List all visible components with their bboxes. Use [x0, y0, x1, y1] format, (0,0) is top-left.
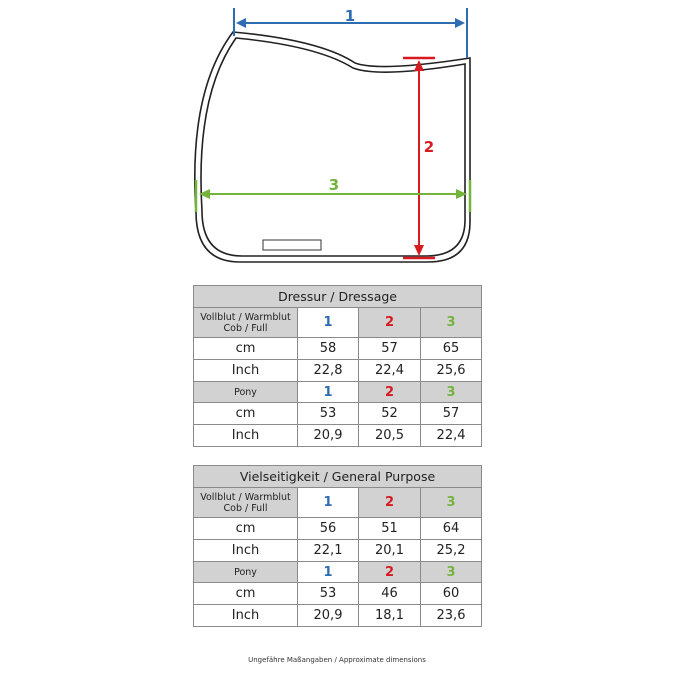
cell-value: 18,1 — [359, 605, 421, 627]
cell-value: 64 — [421, 518, 482, 540]
header-measure-1: 1 — [298, 308, 359, 338]
size-table-general-purpose — [193, 465, 482, 627]
row-unit: Inch — [194, 425, 298, 447]
header-measure-2: 2 — [359, 308, 421, 338]
pad-logo-patch — [263, 240, 321, 250]
cell-value: 25,6 — [421, 360, 482, 382]
size-table-dressage — [193, 285, 482, 447]
cell-value: 20,9 — [298, 605, 359, 627]
row-unit: cm — [194, 518, 298, 540]
header-measure-1: 1 — [298, 488, 359, 518]
row-unit: cm — [194, 403, 298, 425]
measure-1-arrow-right — [455, 18, 465, 28]
cell-value: 22,8 — [298, 360, 359, 382]
cell-value: 23,6 — [421, 605, 482, 627]
header-measure-2: 2 — [359, 562, 421, 583]
measure-2-label: 2 — [423, 138, 435, 156]
cell-value: 65 — [421, 338, 482, 360]
cell-value: 52 — [359, 403, 421, 425]
cell-value: 58 — [298, 338, 359, 360]
table-title: Vielseitigkeit / General Purpose — [194, 466, 482, 488]
header-measure-3: 3 — [421, 562, 482, 583]
header-measure-1: 1 — [298, 562, 359, 583]
row-unit: Inch — [194, 605, 298, 627]
cell-value: 22,4 — [359, 360, 421, 382]
header-measure-3: 3 — [421, 308, 482, 338]
footnote: Ungefähre Maßangaben / Approximate dimensions — [248, 656, 426, 664]
cell-value: 53 — [298, 583, 359, 605]
cell-value: 22,4 — [421, 425, 482, 447]
row-unit: cm — [194, 338, 298, 360]
cell-value: 20,9 — [298, 425, 359, 447]
header-measure-3: 3 — [421, 382, 482, 403]
cell-value: 53 — [298, 403, 359, 425]
cell-value: 56 — [298, 518, 359, 540]
measure-3-label: 3 — [328, 176, 340, 194]
group-label-pony: Pony — [194, 382, 298, 403]
measure-1-label: 1 — [344, 7, 356, 25]
measure-1-arrow-left — [236, 18, 246, 28]
saddle-pad-diagram — [0, 0, 674, 280]
group-label-horse: Vollblut / Warmblut Cob / Full — [194, 308, 298, 338]
cell-value: 25,2 — [421, 540, 482, 562]
cell-value: 46 — [359, 583, 421, 605]
header-measure-1: 1 — [298, 382, 359, 403]
row-unit: cm — [194, 583, 298, 605]
header-measure-3: 3 — [421, 488, 482, 518]
group-label-horse: Vollblut / Warmblut Cob / Full — [194, 488, 298, 518]
cell-value: 51 — [359, 518, 421, 540]
table-title: Dressur / Dressage — [194, 286, 482, 308]
header-measure-2: 2 — [359, 382, 421, 403]
cell-value: 22,1 — [298, 540, 359, 562]
cell-value: 20,5 — [359, 425, 421, 447]
cell-value: 57 — [421, 403, 482, 425]
row-unit: Inch — [194, 360, 298, 382]
cell-value: 20,1 — [359, 540, 421, 562]
row-unit: Inch — [194, 540, 298, 562]
cell-value: 57 — [359, 338, 421, 360]
header-measure-2: 2 — [359, 488, 421, 518]
cell-value: 60 — [421, 583, 482, 605]
group-label-pony: Pony — [194, 562, 298, 583]
